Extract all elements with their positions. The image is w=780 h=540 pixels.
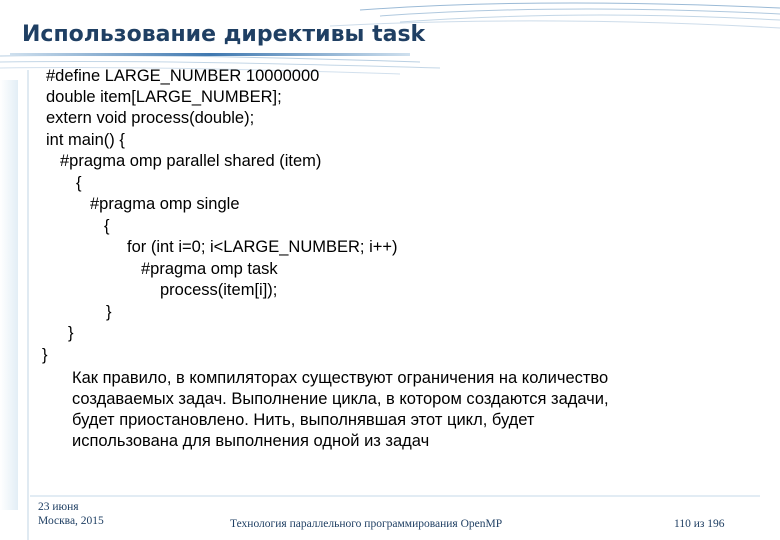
footer-date	[38, 500, 104, 528]
code-line: #pragma omp parallel shared (item)	[60, 152, 322, 170]
code-line: {	[104, 217, 110, 235]
note-line: создаваемых задач. Выполнение цикла, в котором создаются задачи,	[72, 390, 609, 408]
note-paragraph	[72, 368, 722, 452]
footer-date-place: Москва, 2015	[38, 515, 104, 527]
slide-title: Использование директивы task	[22, 22, 426, 47]
code-line: process(item[i]);	[160, 281, 278, 299]
code-line: }	[106, 303, 112, 321]
code-line: int main() {	[46, 131, 125, 149]
code-line: #pragma omp single	[90, 195, 240, 213]
footer-course-title: Технология параллельного программирования OpenMP	[230, 518, 503, 530]
title-underline	[10, 53, 410, 56]
footer-date-day: 23 июня	[38, 501, 79, 513]
code-line: }	[42, 346, 48, 364]
code-line: #pragma omp task	[141, 260, 278, 278]
code-line: extern void process(double);	[46, 109, 255, 127]
note-line: использована для выполнения одной из задач	[72, 432, 430, 450]
note-line: Как правило, в компиляторах существуют ограничения на количество	[72, 369, 609, 387]
footer-page-number: 110 из 196	[674, 518, 725, 530]
code-line: double item[LARGE_NUMBER];	[46, 88, 282, 106]
code-line: for (int i=0; i<LARGE_NUMBER; i++)	[127, 238, 398, 256]
code-line: #define LARGE_NUMBER 10000000	[46, 67, 320, 85]
left-accent-bar	[0, 80, 18, 510]
code-line: }	[68, 324, 74, 342]
code-line: {	[76, 174, 82, 192]
note-line: будет приостановлено. Нить, выполнявшая этот цикл, будет	[72, 411, 535, 429]
